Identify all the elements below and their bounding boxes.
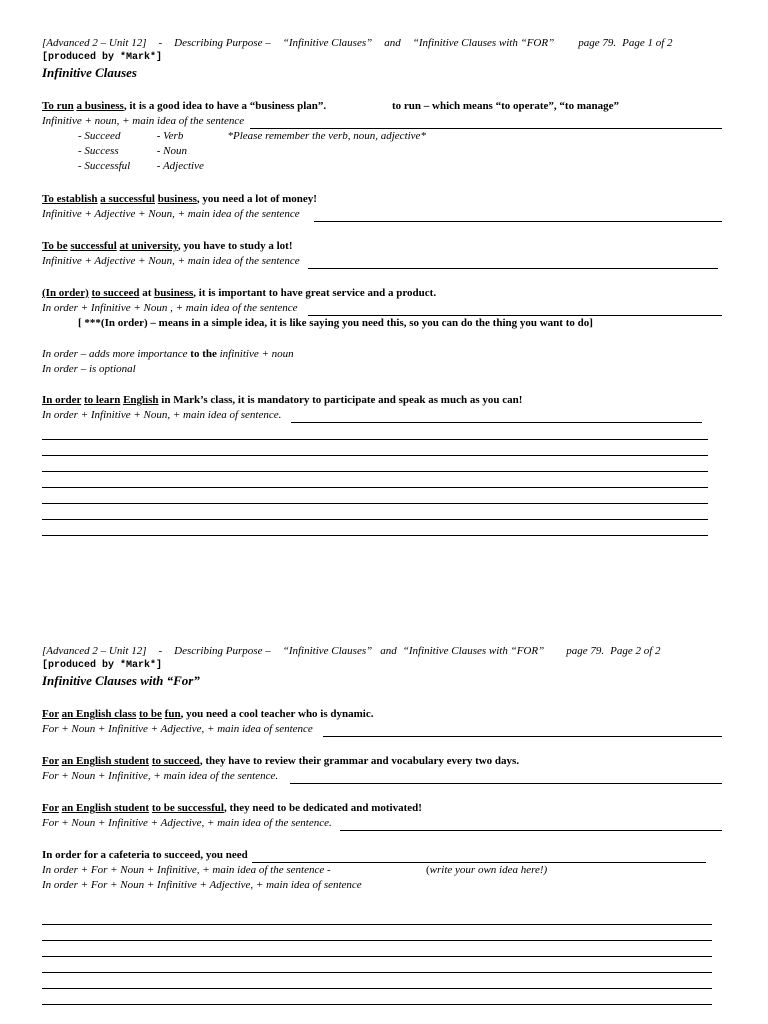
word-forms-row	[42, 144, 722, 159]
word-form: - Succeed	[78, 130, 121, 142]
pattern-text: In order + Infinitive + Noun, + main idea of sentence.	[42, 409, 282, 421]
header-unit: [Advanced 2 – Unit 12]	[42, 37, 147, 49]
example-sentence-2	[42, 192, 722, 207]
underlined-infinitive-adjective: to be successful	[151, 802, 224, 814]
answer-blank[interactable]	[250, 117, 722, 129]
underlined-infinitive: to succeed	[91, 287, 140, 299]
pattern-line	[42, 207, 722, 222]
underlined-noun: English	[123, 394, 159, 406]
header-topic: Describing Purpose –	[174, 37, 271, 49]
underlined-noun: an English class	[61, 708, 137, 720]
example-sentence-2	[42, 754, 722, 769]
header-part2: “Infinitive Clauses with “FOR”	[412, 37, 555, 49]
main-idea-text: , you need a cool teacher who is dynamic.	[180, 708, 374, 720]
header-topic: Describing Purpose –	[174, 645, 271, 657]
underlined-infinitive: to learn	[83, 394, 121, 406]
pattern-text: For + Noun + Infinitive + Adjective, + main idea of sentence	[42, 723, 313, 735]
example-sentence-1	[42, 99, 722, 114]
page-header	[42, 36, 722, 51]
underlined-adjective: successful	[70, 240, 117, 252]
preposition-text: at	[142, 287, 152, 299]
vocab-note: to run – which means “to operate”, “to manage”	[392, 100, 620, 112]
underlined-adjective: fun	[164, 708, 181, 720]
header-unit: [Advanced 2 – Unit 12]	[42, 645, 147, 657]
writing-line[interactable]	[42, 924, 712, 925]
writing-line[interactable]	[42, 503, 708, 504]
note-text: infinitive + noun	[219, 348, 294, 360]
answer-blank[interactable]	[290, 772, 722, 784]
pattern-text: For + Noun + Infinitive, + main idea of the sentence.	[42, 770, 279, 782]
pattern-text: For + Noun + Infinitive + Adjective, + main idea of the sentence.	[42, 817, 332, 829]
underlined-noun: business	[157, 193, 197, 205]
main-idea-text: , they need to be dedicated and motivated!	[223, 802, 422, 814]
underlined-infinitive: To establish	[42, 193, 98, 205]
example-sentence-1	[42, 707, 722, 722]
underlined-for: For	[42, 802, 59, 814]
pattern-line	[42, 114, 722, 129]
worksheet-page-1	[42, 36, 722, 536]
writing-lines	[42, 924, 712, 1005]
writing-line[interactable]	[42, 487, 708, 488]
section-title: Infinitive Clauses	[42, 65, 137, 80]
in-order-note-1	[42, 347, 722, 362]
pattern-line	[42, 863, 722, 878]
answer-blank[interactable]	[308, 304, 722, 316]
example-sentence-4	[42, 848, 706, 863]
answer-blank[interactable]	[308, 257, 718, 269]
underlined-for: For	[42, 755, 59, 767]
header-sep: -	[158, 645, 163, 657]
pattern-line	[42, 769, 722, 784]
pattern-line-2: In order + For + Noun + Infinitive + Adjective, + main idea of sentence	[42, 879, 362, 891]
writing-line[interactable]	[42, 519, 708, 520]
writing-line[interactable]	[42, 972, 712, 973]
pattern-text: Infinitive + Adjective + Noun, + main idea of the sentence	[42, 255, 300, 267]
pattern-line	[42, 408, 702, 423]
produced-by: [produced by *Mark*]	[42, 52, 163, 63]
word-forms-row	[42, 159, 722, 174]
underlined-noun: a business	[76, 100, 124, 112]
pattern-line	[42, 816, 722, 831]
header-part2: “Infinitive Clauses with “FOR”	[402, 645, 545, 657]
hint-paren: (	[426, 864, 430, 876]
underlined-infinitive: To run	[42, 100, 74, 112]
writing-line[interactable]	[42, 1004, 712, 1005]
note-bold-text: to the	[190, 348, 217, 360]
worksheet-page-2	[42, 644, 722, 1005]
header-pagenum: page 79.	[578, 37, 617, 49]
in-order-explanation: [ ***(In order) – means in a simple idea, it is like saying you need this, so you can do the thing you want to do]	[78, 317, 593, 329]
writing-line[interactable]	[42, 956, 712, 957]
answer-blank[interactable]	[340, 819, 722, 831]
header-sep: -	[158, 37, 163, 49]
underlined-noun: an English student	[61, 755, 150, 767]
pattern-text: Infinitive + noun, + main idea of the sentence	[42, 115, 245, 127]
example-sentence-3	[42, 801, 722, 816]
part-of-speech: - Noun	[156, 145, 187, 157]
underlined-infinitive: to be	[139, 708, 162, 720]
main-idea-text: , it is important to have great service and a product.	[193, 287, 437, 299]
writing-line[interactable]	[42, 471, 708, 472]
answer-blank[interactable]	[291, 411, 702, 423]
word-form: - Successful	[78, 160, 131, 172]
prompt-text: In order for a cafeteria to succeed, you need	[42, 849, 248, 861]
underlined-infinitive: To be	[42, 240, 68, 252]
hint-text: write your own idea here!)	[429, 864, 548, 876]
pattern-text: Infinitive + Adjective + Noun, + main idea of the sentence	[42, 208, 300, 220]
produced-by: [produced by *Mark*]	[42, 660, 163, 671]
note-text: In order – adds more importance	[42, 348, 188, 360]
main-idea-text: , you have to study a lot!	[177, 240, 293, 252]
pattern-line	[42, 722, 722, 737]
word-forms-row	[42, 129, 722, 144]
underlined-infinitive: to succeed	[151, 755, 200, 767]
part-of-speech: - Verb	[156, 130, 184, 142]
example-sentence-5	[42, 393, 722, 408]
reminder-note: *Please remember the verb, noun, adjective*	[227, 130, 426, 142]
pattern-line	[42, 301, 722, 316]
header-pageof: Page 1 of 2	[622, 37, 673, 49]
writing-line[interactable]	[42, 535, 708, 536]
header-and: and	[380, 645, 397, 657]
underlined-in-order: (In order)	[42, 287, 89, 299]
header-and: and	[384, 37, 401, 49]
pattern-text: In order + Infinitive + Noun , + main idea of the sentence	[42, 302, 298, 314]
in-order-note-2: In order – is optional	[42, 363, 136, 375]
header-part1: “Infinitive Clauses”	[282, 645, 373, 657]
underlined-noun: an English student	[61, 802, 150, 814]
writing-line[interactable]	[42, 439, 708, 440]
page-header	[42, 644, 722, 659]
answer-blank[interactable]	[323, 725, 722, 737]
main-idea-text: , it is a good idea to have a “business plan”.	[123, 100, 327, 112]
writing-line[interactable]	[42, 988, 712, 989]
answer-blank[interactable]	[252, 851, 706, 863]
answer-blank[interactable]	[314, 210, 722, 222]
underlined-noun: business	[154, 287, 194, 299]
underlined-for: For	[42, 708, 59, 720]
main-idea-text: in Mark’s class, it is mandatory to participate and speak as much as you can!	[161, 394, 523, 406]
pattern-text: In order + For + Noun + Infinitive, + main idea of the sentence -	[42, 864, 331, 876]
write-your-own-hint	[426, 863, 547, 878]
header-part1: “Infinitive Clauses”	[282, 37, 373, 49]
header-pagenum: page 79.	[566, 645, 605, 657]
example-sentence-3	[42, 239, 722, 254]
example-sentence-4	[42, 286, 722, 301]
underlined-in-order: In order	[42, 394, 82, 406]
writing-lines	[42, 439, 708, 536]
word-form: - Success	[78, 145, 119, 157]
header-pageof: Page 2 of 2	[610, 645, 661, 657]
main-idea-text: , you need a lot of money!	[196, 193, 317, 205]
section-title: Infinitive Clauses with “For”	[42, 673, 200, 688]
pattern-line	[42, 254, 722, 269]
underlined-adjective: a successful	[100, 193, 155, 205]
underlined-noun: at university	[119, 240, 178, 252]
main-idea-text: , they have to review their grammar and vocabulary every two days.	[199, 755, 520, 767]
writing-line[interactable]	[42, 455, 708, 456]
writing-line[interactable]	[42, 940, 712, 941]
part-of-speech: - Adjective	[156, 160, 204, 172]
